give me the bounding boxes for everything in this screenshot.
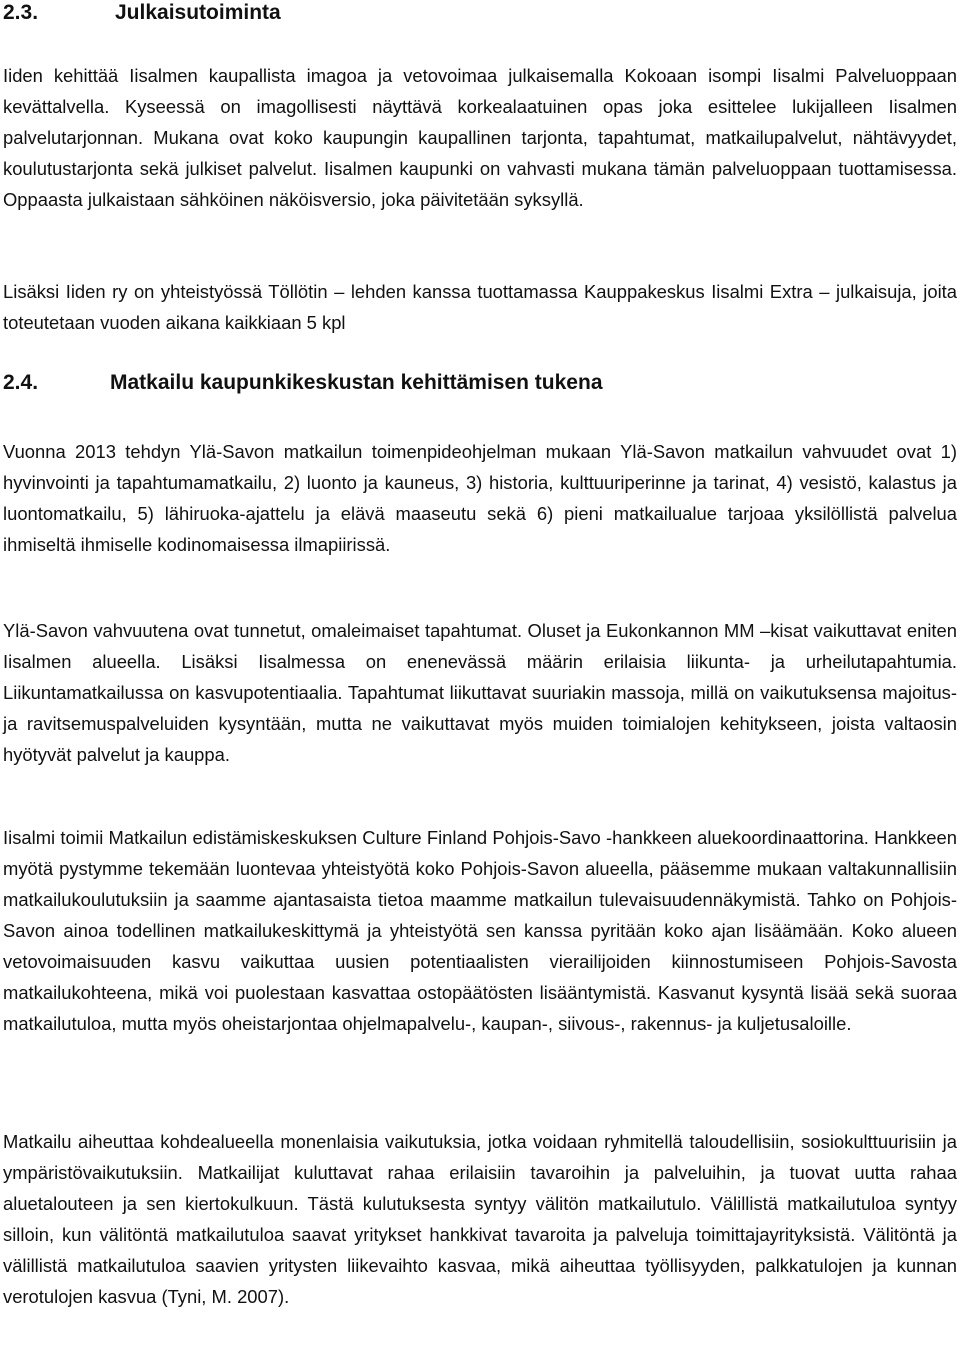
paragraph: Ylä-Savon vahvuutena ovat tunnetut, omaleimaiset tapahtumat. Oluset ja Eukonkannon MM –kisat vaikuttavat eniten Iisalmen alueella. Lisäksi Iisalmessa on enenevässä määrin erilaisia liikunta- ja urheilutapahtumia. Liikuntamatkailussa on kasvupotentiaalia. Tapahtumat liikuttavat suuriakin massoja, millä on vaikutuksensa majoitus- ja ravitsemuspalveluiden kysyntään, mutta ne vaikuttavat myös muiden toimialojen kehitykseen, joista valtaosin hyötyvät palvelut ja kauppa. [3, 620, 957, 765]
section-heading-2-4 [3, 369, 603, 397]
section-number: 2.4. [3, 371, 39, 394]
section-number: 2.3. [3, 1, 39, 24]
paragraph: Vuonna 2013 tehdyn Ylä-Savon matkailun toimenpideohjelman mukaan Ylä-Savon matkailun vahvuudet ovat 1) hyvinvointi ja tapahtumamatkailu, 2) luonto ja kauneus, 3) historia, kulttuuriperinne ja tarinat, 4) vesistö, kalastus ja luontomatkailu, 5) lähiruoka-ajattelu ja elävä maaseutu sekä 6) pieni matkailualue tarjoaa yksilöllistä palvelua ihmiseltä ihmiselle kodinomaisessa ilmapiirissä. [3, 441, 957, 555]
paragraph: Iiden kehittää Iisalmen kaupallista imagoa ja vetovoimaa julkaisemalla Kokoaan isompi Iisalmi Palveluoppaan kevättalvella. Kyseessä on imagollisesti näyttävä korkealaatuinen opas joka esittelee lukijalleen Iisalmen palvelutarjonnan. Mukana ovat koko kaupungin kaupallinen tarjonta, tapahtumat, matkailupalvelut, nähtävyydet, koulutustarjonta sekä julkiset palvelut. Iisalmen kaupunki on vahvasti mukana tämän palveluoppaan tuottamisessa. Oppaasta julkaistaan sähköinen näköisversio, joka päivitetään syksyllä. [3, 65, 957, 210]
section-title: Matkailu kaupunkikeskustan kehittämisen tukena [110, 371, 603, 394]
paragraph: Matkailu aiheuttaa kohdealueella monenlaisia vaikutuksia, jotka voidaan ryhmitellä taloudellisiin, sosiokulttuurisiin ja ympäristövaikutuksiin. Matkailijat kuluttavat rahaa erilaisiin tavaroihin ja palveluihin, ja tuovat uutta rahaa aluetalouteen ja sen kiertokulkuun. Tästä kulutuksesta syntyy välitön matkailutulo. Välillistä matkailutuloa syntyy silloin, kun välitöntä matkailutuloa saavat yritykset hankkivat tavaroita ja palveluja toimittajayrityksistä. Välitöntä ja välillistä matkailutuloa saavien yritysten liikevaihto kasvaa, mikä aiheuttaa työllisyyden, palkkatulojen ja kunnan verotulojen kasvua (Tyni, M. 2007). [3, 1131, 957, 1307]
section-heading-2-3 [3, 0, 281, 26]
paragraph: Iisalmi toimii Matkailun edistämiskeskuksen Culture Finland Pohjois-Savo -hankkeen aluekoordinaattorina. Hankkeen myötä pystymme tekemään luontevaa yhteistyötä koko Pohjois-Savon alueella, pääsemme mukaan valtakunnallisiin matkailukoulutuksiin ja saamme ajantasaista tietoa maamme matkailun tulevaisuudennäkymistä. Tahko on Pohjois-Savon ainoa todellinen matkailukeskittymä ja yhteistyötä sen kanssa pyritään koko ajan lisäämään. Koko alueen vetovoimaisuuden kasvu vaikuttaa uusien potentiaalisten vierailijoiden kiinnostumiseen Pohjois-Savosta matkailukohteena, mikä voi puolestaan kasvattaa ostopäätösten lisääntymistä. Kasvanut kysyntä lisää sekä suoraa matkailutuloa, mutta myös oheistarjontaa ohjelmapalvelu-, kaupan-, siivous-, rakennus- ja kuljetusaloille. [3, 827, 957, 1034]
paragraph: Lisäksi Iiden ry on yhteistyössä Töllötin – lehden kanssa tuottamassa Kauppakeskus Iisalmi Extra – julkaisuja, joita toteutetaan vuoden aikana kaikkiaan 5 kpl [3, 281, 957, 333]
section-title: Julkaisutoiminta [115, 1, 281, 24]
